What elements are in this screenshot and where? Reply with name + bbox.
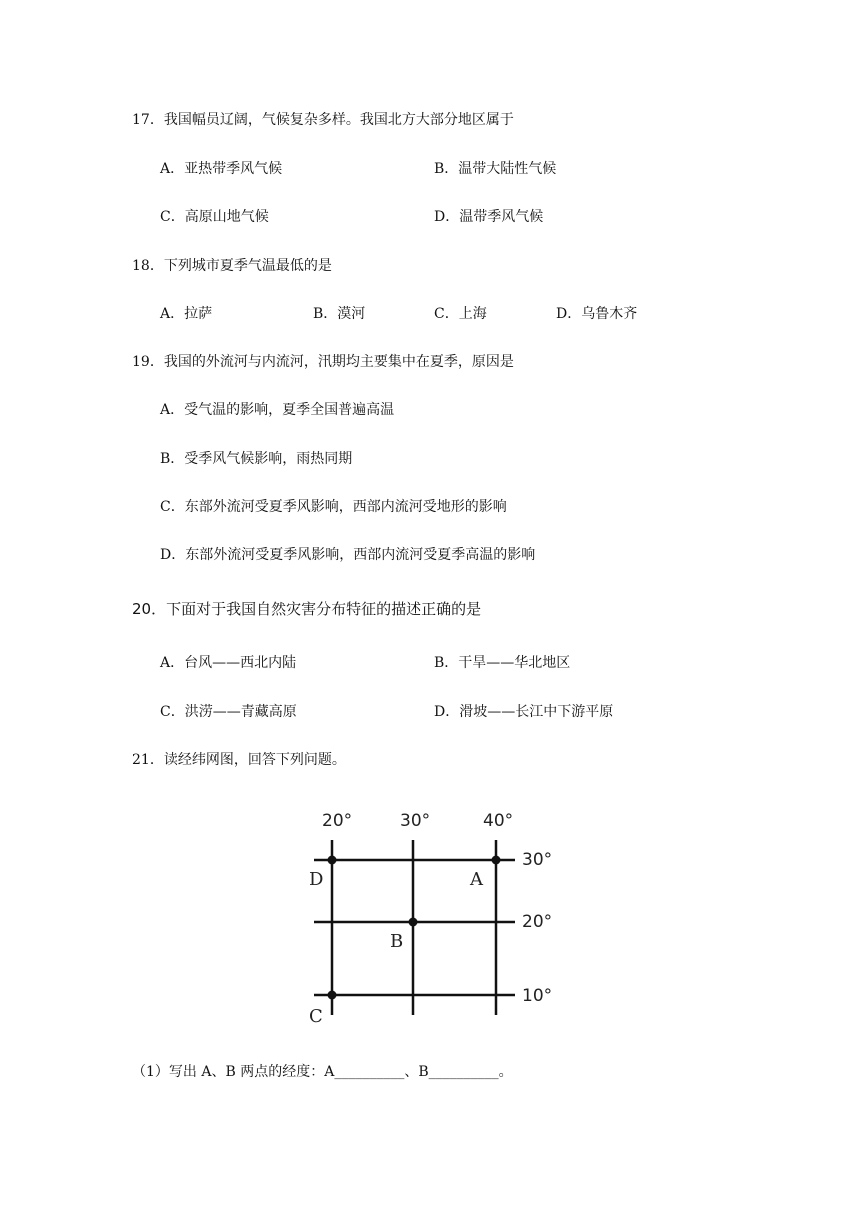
q17-stem: 17．我国幅员辽阔，气候复杂多样。我国北方大部分地区属于 xyxy=(132,112,514,128)
q20-option-c: C．洪涝——青藏高原 xyxy=(160,704,297,720)
q20-option-b: B．干旱——华北地区 xyxy=(434,655,571,671)
point-a-dot xyxy=(492,856,501,865)
point-a-label: A xyxy=(470,869,483,890)
lon-label-40: 40° xyxy=(483,811,514,831)
q18-option-c: C．上海 xyxy=(434,306,487,322)
q19-option-a: A．受气温的影响，夏季全国普遍高温 xyxy=(160,402,395,418)
point-b-label: B xyxy=(390,931,404,952)
q19-option-b: B．受季风气候影响，雨热同期 xyxy=(160,451,353,467)
q17-option-b: B．温带大陆性气候 xyxy=(434,161,557,177)
point-b-dot xyxy=(409,918,418,927)
q18-option-a: A．拉萨 xyxy=(160,306,213,322)
q19-option-d: D．东部外流河受夏季风影响，西部内流河受夏季高温的影响 xyxy=(160,547,536,563)
q19-stem: 19．我国的外流河与内流河，汛期均主要集中在夏季，原因是 xyxy=(132,354,514,370)
point-d-label: D xyxy=(309,869,324,890)
lon-label-30: 30° xyxy=(400,811,431,831)
q17-option-c: C．高原山地气候 xyxy=(160,209,269,225)
lat-label-10: 10° xyxy=(522,986,553,1006)
lon-label-20: 20° xyxy=(322,811,353,831)
lat-long-grid-figure xyxy=(300,800,570,1030)
point-c-dot xyxy=(328,991,337,1000)
grid-svg xyxy=(300,800,570,1030)
q21-stem: 21．读经纬网图，回答下列问题。 xyxy=(132,752,346,768)
q20-option-d: D．滑坡——长江中下游平原 xyxy=(434,704,614,720)
lat-label-20: 20° xyxy=(522,912,553,932)
q18-stem: 18．下列城市夏季气温最低的是 xyxy=(132,258,332,274)
lat-label-30: 30° xyxy=(522,850,553,870)
point-d-dot xyxy=(328,856,337,865)
q20-stem: 20．下面对于我国自然灾害分布特征的描述正确的是 xyxy=(132,600,482,618)
q17-option-d: D．温带季风气候 xyxy=(434,209,544,225)
q21-sub1: （1）写出 A、B 两点的经度：A__________、B__________。 xyxy=(132,1064,513,1080)
q19-option-c: C．东部外流河受夏季风影响，西部内流河受地形的影响 xyxy=(160,499,507,515)
q18-option-d: D．乌鲁木齐 xyxy=(556,306,638,322)
q20-option-a: A．台风——西北内陆 xyxy=(160,655,297,671)
q18-option-b: B．漠河 xyxy=(313,306,366,322)
point-c-label: C xyxy=(309,1006,323,1027)
q17-option-a: A．亚热带季风气候 xyxy=(160,161,283,177)
